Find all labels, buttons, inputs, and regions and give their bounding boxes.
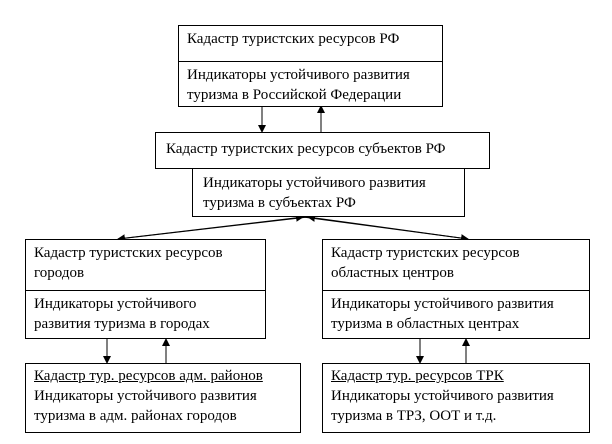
node-cities-title-section [26, 240, 265, 290]
node-subjects-title-box [155, 132, 490, 169]
arrow-regional-centers-to-subjects [308, 217, 468, 239]
node-subjects-title: Кадастр туристских ресурсов субъектов РФ [166, 141, 446, 157]
node-regional-centers-indicators-line1: Индикаторы устойчивого развития [331, 296, 554, 312]
node-regional-centers-title-section [323, 240, 589, 290]
node-trk-title: Кадастр тур. ресурсов ТРК [331, 368, 504, 384]
node-federal-indicators-section [179, 61, 442, 107]
node-districts-indicators-line1: Индикаторы устойчивого развития [34, 388, 257, 404]
arrow-cities-to-subjects [118, 217, 303, 239]
node-cities-indicators-line1: Индикаторы устойчивого [34, 296, 197, 312]
node-cities [25, 239, 266, 339]
node-subjects-indicators-box [192, 168, 465, 217]
node-subjects-indicators-line1: Индикаторы устойчивого развития [203, 175, 426, 191]
node-federal-indicators-line1: Индикаторы устойчивого развития [187, 67, 410, 83]
node-federal-indicators-line2: туризма в Российской Федерации [187, 87, 402, 103]
node-districts [25, 363, 301, 433]
node-trk [322, 363, 590, 433]
node-federal-title-section [179, 26, 442, 61]
node-regional-centers [322, 239, 590, 339]
node-trk-indicators-line2: туризма в ТРЗ, ООТ и т.д. [331, 408, 497, 424]
node-regional-centers-indicators-section [323, 290, 589, 339]
node-cities-indicators-line2: развития туризма в городах [34, 316, 210, 332]
node-trk-indicators-line1: Индикаторы устойчивого развития [331, 388, 554, 404]
node-cities-title-line1: Кадастр туристских ресурсов [34, 245, 223, 261]
node-districts-indicators-line2: туризма в адм. районах городов [34, 408, 237, 424]
node-regional-centers-indicators-line2: туризма в областных центрах [331, 316, 520, 332]
node-cities-indicators-section [26, 290, 265, 339]
node-regional-centers-title-line2: областных центров [331, 265, 455, 281]
node-cities-title-line2: городов [34, 265, 85, 281]
node-regional-centers-title-line1: Кадастр туристских ресурсов [331, 245, 520, 261]
node-federal [178, 25, 443, 107]
node-districts-title: Кадастр тур. ресурсов адм. районов [34, 368, 263, 384]
node-federal-title: Кадастр туристских ресурсов РФ [187, 31, 400, 47]
node-subjects-indicators-line2: туризма в субъектах РФ [203, 195, 356, 211]
